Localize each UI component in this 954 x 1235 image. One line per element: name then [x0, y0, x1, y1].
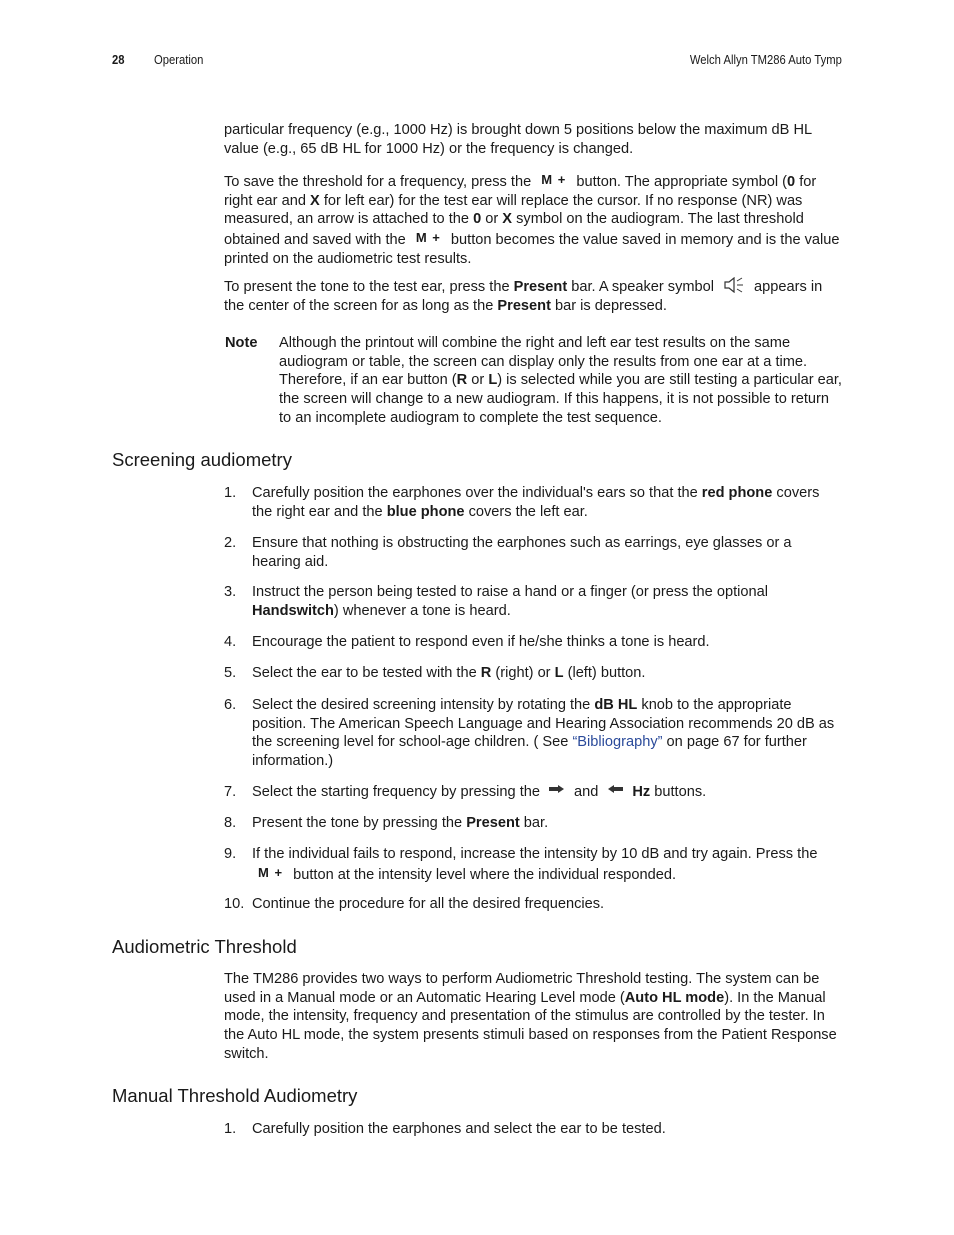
- frequency-up-icon: [546, 783, 568, 795]
- heading-audiometric-threshold: Audiometric Threshold: [112, 936, 297, 957]
- speaker-icon: [722, 277, 748, 293]
- heading-manual-threshold-audiometry: Manual Threshold Audiometry: [112, 1085, 358, 1106]
- list-item: 5. Select the ear to be tested with the R (right) or L (left) button.: [224, 665, 646, 681]
- header-section: Operation: [154, 53, 204, 67]
- list-item: 9. If the individual fails to respond, increase the intensity by 10 dB and try again. Press the M + button at the intensity level where the individual responded.: [224, 846, 818, 883]
- m-plus-button-label: M +: [415, 230, 441, 246]
- list-item: 3. Instruct the person being tested to raise a hand or a finger (or press the optional Handswitch) whenever a tone is heard.: [224, 584, 768, 619]
- list-item: 6. Select the desired screening intensity by rotating the dB HL knob to the appropriate position. The American Speech Language and Hearing Association recommends 20 dB as the screening level for school-age children. ( See “Bibliography” on page 67 for further information.): [224, 697, 835, 770]
- list-item: 2. Ensure that nothing is obstructing the earphones such as earrings, eye glasses or a hearing aid.: [224, 535, 792, 570]
- intro-paragraph-1: particular frequency (e.g., 1000 Hz) is brought down 5 positions below the maximum dB HL value (e.g., 65 dB HL for 1000 Hz) or the frequency is changed.: [224, 122, 812, 157]
- header-doc-title: Welch Allyn TM286 Auto Tymp: [690, 53, 842, 67]
- note-block: Note Although the printout will combine the right and left ear test results on the same audiogram or table, the screen can display only the results from one ear at a time. Therefore, if an ear button (R or L) is selected while you are still testing a particular ear, the screen will change to a new audiogram. If this happens, it is not possible to return to an incomplete audiogram to complete the test sequence.: [225, 335, 842, 426]
- page-number: 28: [112, 53, 125, 67]
- frequency-down-icon: [604, 783, 626, 795]
- intro-paragraph-3: To present the tone to the test ear, press the Present bar. A speaker symbol appears in the center of the screen for as long as the Present bar is depressed.: [224, 279, 823, 314]
- m-plus-button-label: M +: [258, 864, 284, 880]
- m-plus-button-label: M +: [541, 172, 567, 187]
- list-item: 4. Encourage the patient to respond even if he/she thinks a tone is heard.: [224, 634, 710, 650]
- list-item: 10. Continue the procedure for all the desired frequencies.: [224, 896, 605, 912]
- list-item: 8. Present the tone by pressing the Present bar.: [224, 815, 549, 831]
- intro-paragraph-2: To save the threshold for a frequency, press the M + button. The appropriate symbol (0 for right ear and X for left ear) for the test ear will replace the cursor. If no response (NR) was measured, an arrow is attached to the 0 or X symbol on the audiogram. The last threshold obtained and saved with the M + button becomes the value saved in memory and is the value printed on the audiometric test results.: [224, 172, 840, 267]
- threshold-paragraph: The TM286 provides two ways to perform Audiometric Threshold testing. The system can be used in a Manual mode or an Automatic Hearing Level mode (Auto HL mode). In the Manual mode, the intensity, frequency and presentation of the stimulus are controlled by the tester. In the Auto HL mode, the system presents stimuli based on responses from the Patient Response switch.: [224, 971, 837, 1062]
- note-label: Note: [225, 335, 258, 351]
- bibliography-link[interactable]: “Bibliography”: [572, 734, 663, 751]
- list-item: 7. Select the starting frequency by pressing the and Hz buttons.: [224, 784, 707, 800]
- heading-screening-audiometry: Screening audiometry: [112, 449, 292, 470]
- list-item: 1. Carefully position the earphones and select the ear to be tested.: [224, 1121, 666, 1137]
- list-item: 1. Carefully position the earphones over the individual's ears so that the red phone covers the right ear and the blue phone covers the left ear.: [224, 485, 820, 520]
